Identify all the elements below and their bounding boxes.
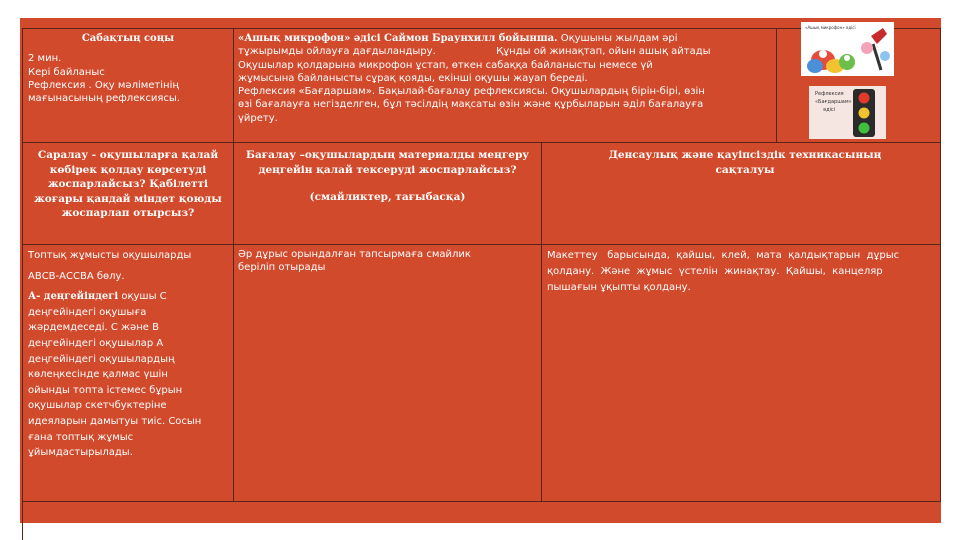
method-text-line: жұмысына байланысты сұрақ қояды, екінші оқушы жауап береді. — [238, 72, 588, 84]
image-caption: «Бағдаршам» — [815, 99, 852, 105]
health-safety-content: Макеттеу барысында, қайшы, клей, мата қалдықтарын дұрыс қолдану. Және жұмыс үстелін жинақтау. Қайшы, канцеляр пышағын ұқыпты қолдану. — [547, 250, 900, 293]
reflection-line: мағынасының рефлексиясы. — [28, 93, 180, 105]
traffic-light-reflection-image — [809, 86, 886, 139]
assessment-header: Бағалау –оқушылардың материалды меңгеру деңгейін қалай тексеруді жоспарлайсыз? (смайликтер, тағыбасқа) — [245, 149, 530, 203]
table-border-left — [22, 28, 23, 540]
differentiation-header: Саралау - оқушыларға қалай көбірек қолдау көрсетуді жоспарлайсыз? Қабілетті жоғары қандай міндет қоюды жоспарлап отырсыз? — [34, 149, 222, 219]
method-text-line: тұжырымды ойлауға дағдыландыру. Құнды ой жинақтап, ойын ашық айтады — [238, 46, 711, 58]
lesson-time: 2 мин. — [28, 53, 62, 65]
health-safety-header: Денсаулық және қауіпсіздік техникасының сақталуы — [608, 149, 882, 176]
level-a-label: А- деңгейіндегі — [28, 291, 119, 303]
table-divider-1 — [233, 28, 234, 502]
table-divider-r23 — [541, 142, 542, 502]
level-a-line: А- деңгейіндегі оқушы С — [28, 291, 167, 303]
feedback-label: Кері байланыс — [28, 66, 105, 78]
image-caption: әдісі — [823, 107, 836, 113]
table-border-row2 — [22, 244, 940, 245]
open-microphone-image — [801, 22, 894, 76]
differentiation-content: Топтық жұмысты оқушыларды АВСВ-АССВА бөлу. А- деңгейіндегі оқушы С деңгейіндегі оқушыға жәрдемдеседі. С және В деңгейіндегі оқушылар А деңгейіндегі оқушылардың көлеңкесінде қалмас үшін ойынды топта істемес бұрын оқушылар скетчбуктеріне идеяларын дамытуы тиіс. Сосын ғана топтық жұмыс ұйымдастырылады. — [28, 248, 230, 461]
cartoon-characters-illustration — [801, 22, 894, 76]
end-of-lesson-cell — [28, 32, 228, 105]
table-divider-r1 — [776, 28, 777, 143]
image-caption: Рефлексия — [815, 91, 844, 97]
method-title: «Ашық микрофон» әдісі Саймон Браунхилл бойынша. — [238, 33, 558, 44]
method-text-line: үйрету. — [238, 112, 278, 124]
image-caption: «Ашық микрофон» әдісі — [805, 25, 856, 30]
table-border-right — [940, 28, 941, 502]
table-border-row1 — [22, 142, 940, 143]
traffic-light-icon — [809, 86, 886, 139]
table-border-bottom — [22, 501, 940, 502]
reflection-line: Рефлексия . Оқу мәліметінің — [28, 79, 179, 91]
end-of-lesson-title: Сабақтың соңы — [81, 33, 175, 44]
method-text-line: өзі бағалауға негізделген, бұл тәсілдің мақсаты өзін және құрбыларын әділ бағалауға — [238, 99, 704, 111]
open-microphone-method-cell — [238, 32, 773, 125]
method-text-line: Рефлексия «Бағдаршам». Бақылай-бағалау рефлексиясы. Оқушылардың бірін-бірі, өзін — [238, 86, 705, 98]
method-text-line: Оқушылар қолдарына микрофон ұстап, өткен сабаққа байланысты немесе үй — [238, 59, 653, 71]
method-text-line: «Ашық микрофон» әдісі Саймон Браунхилл бойынша. Оқушыны жылдам әрі — [238, 33, 678, 44]
assessment-content: Әр дұрыс орындалған тапсырмаға смайлик беріліп отырады — [238, 249, 471, 274]
